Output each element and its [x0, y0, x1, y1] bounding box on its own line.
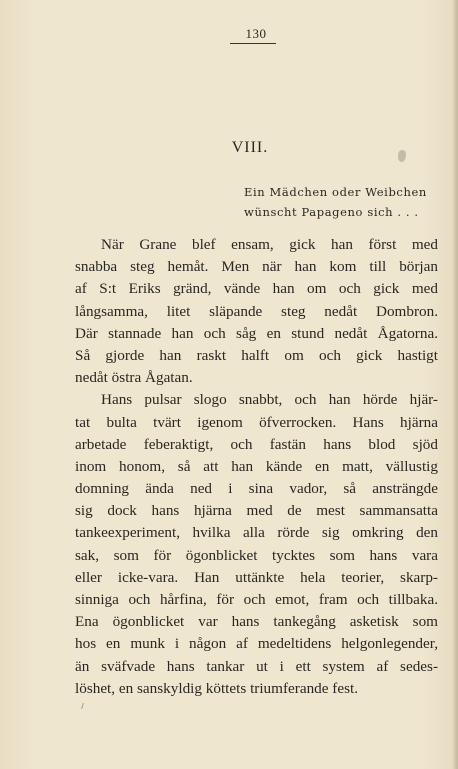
- epigraph-line: Ein Mädchen oder Weibchen: [244, 185, 427, 199]
- text-line: sig dock hans hjärna med de mest sammansatta: [75, 502, 438, 520]
- text-line: arbetade feberaktigt, och fastän hans blod sjöd: [75, 435, 438, 453]
- text-line: Ena ögonblicket var hans tankegång asketisk som: [75, 613, 438, 631]
- text-line: domning ända ned i sina vador, så ansträngde: [75, 480, 438, 498]
- text-line: Där stannade han och såg en stund nedåt Ågatorna.: [75, 324, 438, 342]
- body-text: [75, 234, 438, 700]
- epigraph-line: wünscht Papageno sich . . .: [244, 205, 419, 219]
- chapter-heading: VIII.: [231, 139, 269, 156]
- text-line: än sväfvade hans tankar ut i ett system af sedes-: [75, 657, 438, 675]
- text-line: När Grane blef ensam, gick han först med: [101, 236, 438, 253]
- pencil-mark: [81, 703, 84, 709]
- epigraph: [200, 182, 425, 222]
- text-line: sinniga och hårfina, för och emot, fram och tillbaka.: [75, 591, 438, 608]
- text-line: löshet, en sanskyldig köttets triumferande fest.: [75, 679, 359, 697]
- text-line: nedåt östra Ågatan.: [75, 369, 193, 387]
- text-line: inom honom, så att han kände en matt, vällustig: [75, 457, 438, 475]
- text-line: Så gjorde han raskt halft om och gick hastigt: [75, 346, 438, 364]
- text-line: af S:t Eriks gränd, vände han om och gick med: [75, 280, 438, 298]
- text-line: Hans pulsar slogo snabbt, och han hörde hjär-: [101, 391, 438, 409]
- text-line: tat bulta tvärt igenom öfverrocken. Hans hjärna: [75, 413, 438, 431]
- text-line: snabba steg hemåt. Men när han kom till början: [75, 258, 438, 276]
- ink-smudge: [398, 150, 406, 162]
- text-line: sak, som för ögonblicket tycktes som hans vara: [75, 546, 438, 564]
- text-line: tankeexperiment, hvilka alla rörde sig omkring den: [75, 524, 438, 542]
- page-number-rule: [230, 43, 276, 44]
- page-number: 130: [245, 26, 267, 41]
- text-line: hos en munk i någon af medeltidens helgonlegender,: [75, 635, 438, 653]
- text-line: långsamma, litet släpande steg nedåt Dombron.: [75, 302, 438, 320]
- page-edge-shadow: [452, 0, 458, 769]
- text-line: eller icke-vara. Han uttänkte hela teorier, skarp-: [75, 568, 438, 586]
